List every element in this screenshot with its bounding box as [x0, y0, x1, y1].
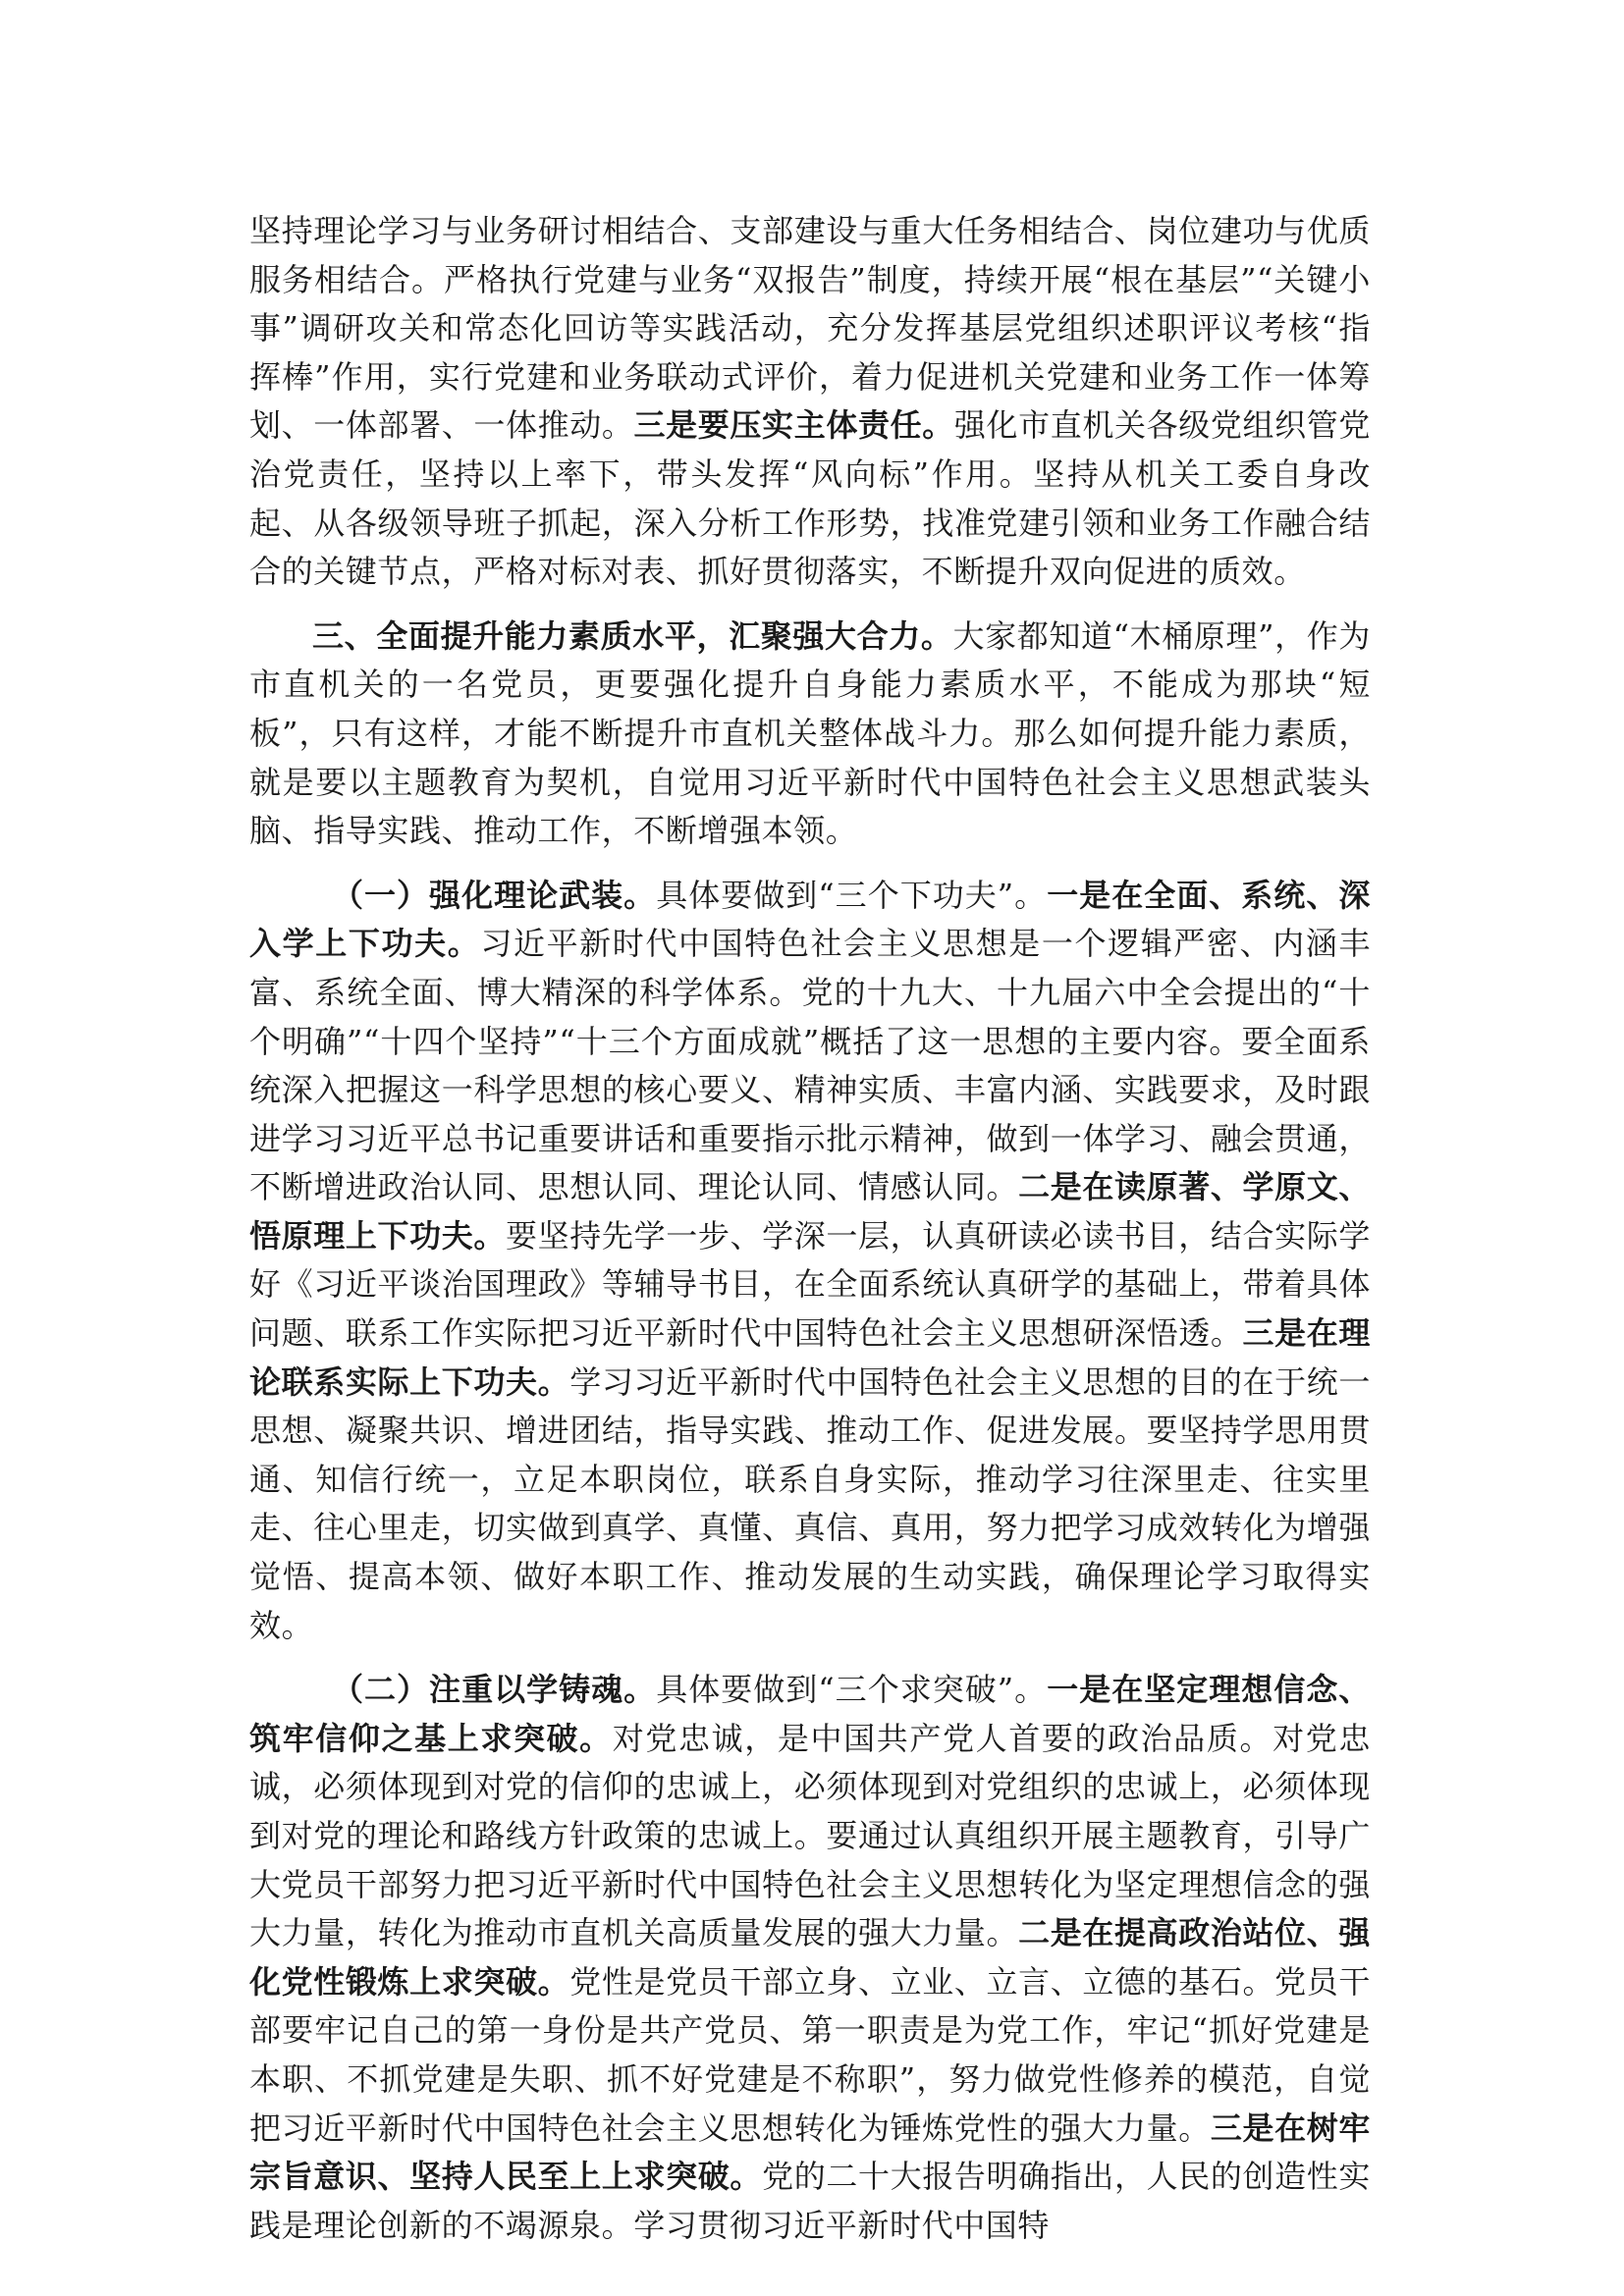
- text-run: 具体要做到“三个下功夫”。: [656, 876, 1048, 914]
- text-run: 坚持理论学习与业务研讨相结合、支部建设与重大任务相结合、岗位建功与优质服务相结合。严格执行党建与业务“双报告”制度，持续开展“根在基层”“关键小事”调研攻关和常态化回访等实践活动，充分发挥基层党组织述职评议考核“指挥棒”作用，实行党建和业务联动式评价，着力促进机关党建和业务工作一体筹划、一体部署、一体推动。: [249, 212, 1371, 445]
- text-run: 党的二十大报告明确指出，人民的创造性实践是理论创新的不竭源泉。学习贯彻习近平新时代中国特: [249, 2158, 1372, 2244]
- subsection-heading: （二）注重以学铸魂。: [332, 1671, 657, 1709]
- text-run: 对党忠诚，是中国共产党人首要的政治品质。对党忠诚，必须体现到对党的信仰的忠诚上，必须体现到对党组织的忠诚上，必须体现到对党的理论和路线方针政策的忠诚上。要通过认真组织开展主题教育，引导广大党员干部努力把习近平新时代中国特色社会主义思想转化为坚定理想信念的强大力量，转化为推动市直机关高质量发展的强大力量。: [249, 1719, 1371, 1952]
- bold-run: 二是在读原著、学原文、悟原理上下功夫。: [249, 1168, 1371, 1255]
- bold-run: 三是要压实主体责任。: [633, 406, 954, 445]
- section-heading-paragraph: [249, 613, 1371, 856]
- section-heading: 三、全面提升能力素质水平，汇聚强大合力。: [312, 616, 953, 655]
- bold-run: 一是在全面、系统、深入学上下功夫。: [249, 876, 1371, 963]
- bold-run: 三是在树牢宗旨意识、坚持人民至上上求突破。: [249, 2109, 1371, 2196]
- bold-run: 二是在提高政治站位、强化党性锻炼上求突破。: [249, 1914, 1371, 2001]
- paragraph-continuation: [249, 207, 1371, 597]
- text-run: 习近平新时代中国特色社会主义思想是一个逻辑严密、内涵丰富、系统全面、博大精深的科学体系。党的十九大、十九届六中全会提出的“十个明确”“十四个坚持”“十三个方面成就”概括了这一思想的主要内容。要全面系统深入把握这一科学思想的核心要义、精神实质、丰富内涵、实践要求，及时跟进学习习近平总书记重要讲话和重要指示批示精神，做到一体学习、融会贯通，不断增进政治认同、思想认同、理论认同、情感认同。: [249, 925, 1371, 1206]
- text-run: 大家都知道“木桶原理”，作为市直机关的一名党员，更要强化提升自身能力素质水平，不能成为那块“短板”，只有这样，才能不断提升市直机关整体战斗力。那么如何提升能力素质，就是要以主题教育为契机，自觉用习近平新时代中国特色社会主义思想武装头脑、指导实践、推动工作，不断增强本领。: [249, 616, 1371, 850]
- subsection-paragraph-soul: [249, 1666, 1371, 2250]
- subsection-heading: （一）强化理论武装。: [332, 876, 657, 914]
- bold-run: 三是在理论联系实际上下功夫。: [249, 1314, 1371, 1401]
- document-body: [249, 207, 1371, 2250]
- text-run: 具体要做到“三个求突破”。: [656, 1671, 1048, 1709]
- subsection-paragraph-theory: [249, 872, 1371, 1651]
- text-run: 学习习近平新时代中国特色社会主义思想的目的在于统一思想、凝聚共识、增进团结，指导实践、推动工作、促进发展。要坚持学思用贯通、知信行统一，立足本职岗位，联系自身实际，推动学习往深里走、往实里走、往心里走，切实做到真学、真懂、真信、真用，努力把学习成效转化为增强觉悟、提高本领、做好本职工作、推动发展的生动实践，确保理论学习取得实效。: [249, 1362, 1371, 1644]
- text-run: 要坚持先学一步、学深一层，认真研读必读书目，结合实际学好《习近平谈治国理政》等辅导书目，在全面系统认真研学的基础上，带着具体问题、联系工作实际把习近平新时代中国特色社会主义思想研深悟透。: [249, 1216, 1372, 1353]
- bold-run: 一是在坚定理想信念、筑牢信仰之基上求突破。: [249, 1671, 1371, 1757]
- text-run: 党性是党员干部立身、立业、立言、立德的基石。党员干部要牢记自己的第一身份是共产党员、第一职责是为党工作，牢记“抓好党建是本职、不抓党建是失职、抓不好党建是不称职”，努力做党性修养的模范，自觉把习近平新时代中国特色社会主义思想转化为锤炼党性的强大力量。: [249, 1962, 1371, 2147]
- text-run: 强化市直机关各级党组织管党治党责任，坚持以上率下，带头发挥“风向标”作用。坚持从机关工委自身改起、从各级领导班子抓起，深入分析工作形势，找准党建引领和业务工作融合结合的关键节点，严格对标对表、抓好贯彻落实，不断提升双向促进的质效。: [249, 406, 1371, 591]
